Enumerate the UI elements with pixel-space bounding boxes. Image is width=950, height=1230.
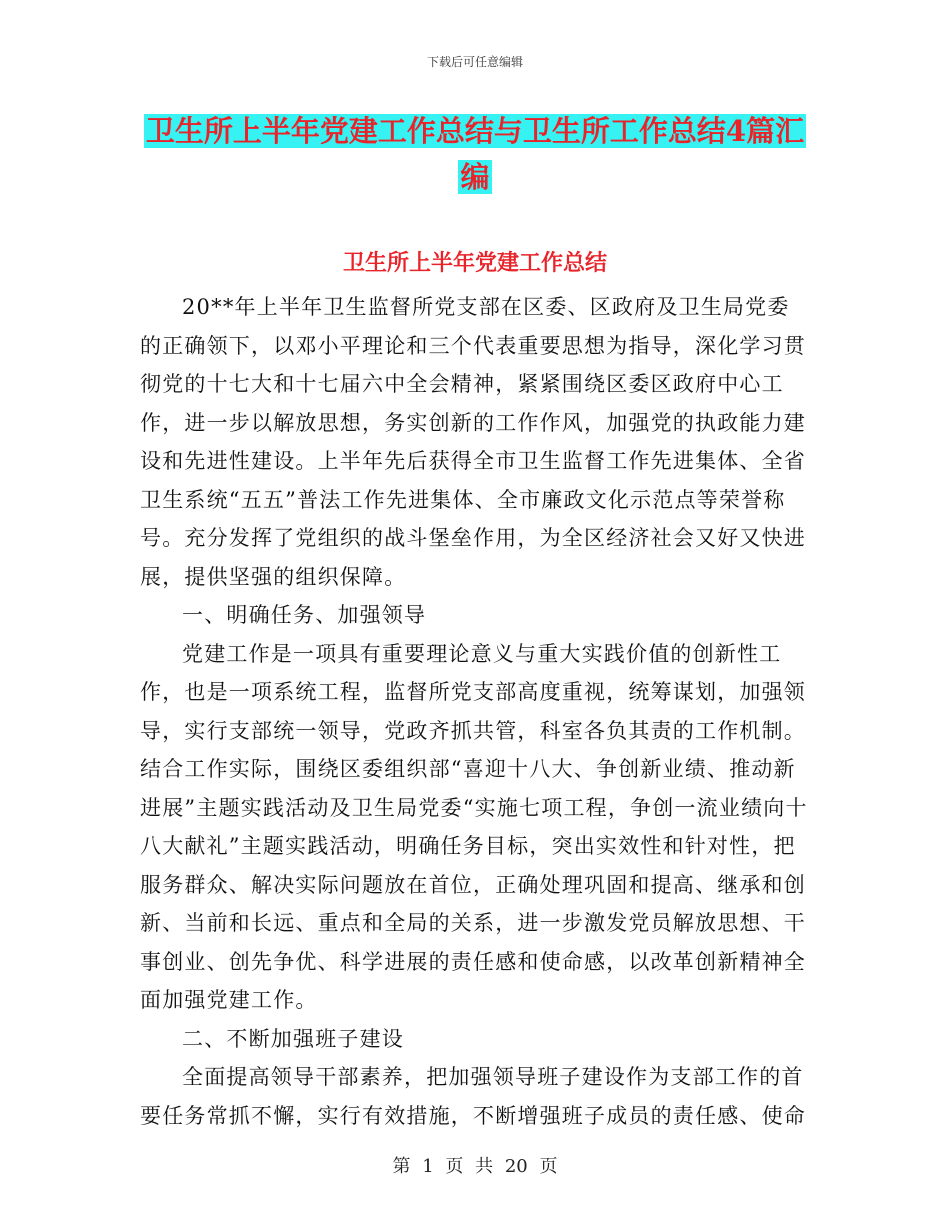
paragraph: 党建工作是一项具有重要理论意义与重大实践价值的创新性工作，也是一项系统工程，监督所党支部高度重视，统筹谋划，加强领导，实行支部统一领导，党政齐抓共管，科室各负其责的工作机制。结合工作实际，围绕区委组织部“喜迎十八大、争创新业绩、推动新进展”主题实践活动及卫生局党委“实施七项工程，争创一流业绩向十八大献礼”主题实践活动，明确任务目标，突出实效性和针对性，把服务群众、解决实际问题放在首位，正确处理巩固和提高、继承和创新、当前和长远、重点和全局的关系，进一步激发党员解放思想、干事创业、创先争优、科学进展的责任感和使命感，以改革创新精神全面加强党建工作。 (140, 641, 808, 1012)
document-title (140, 108, 810, 200)
document-title-line-1: 卫生所上半年党建工作总结与卫生所工作总结4篇汇 (145, 114, 805, 148)
document-title-line-2: 编 (460, 160, 490, 194)
paragraph: 全面提高领导干部素养，把加强领导班子建设作为支部工作的首要任务常抓不懈，实行有效措施，不断增强班子成员的责任感、使命 (140, 1065, 806, 1128)
section-title: 卫生所上半年党建工作总结 (342, 250, 607, 276)
section-heading: 一、明确任务、加强领导 (182, 603, 427, 627)
body-text (140, 288, 810, 1135)
section-heading: 二、不断加强班子建设 (182, 1026, 404, 1051)
paragraph: 20**年上半年卫生监督所党支部在区委、区政府及卫生局党委的正确领下，以邓小平理论和三个代表重要思想为指导，深化学习贯彻党的十七大和十七届六中全会精神，紧紧围绕区委区政府中心工作，进一步以解放思想，务实创新的工作作风，加强党的执政能力建设和先进性建设。上半年先后获得全市卫生监督工作先进集体、全省卫生系统“五五”普法工作先进集体、全市廉政文化示范点等荣誉称号。充分发挥了党组织的战斗堡垒作用，为全区经济社会又好又快进展，提供坚强的组织保障。 (140, 295, 806, 589)
page-footer: 第 1 页 共 20 页 (392, 1156, 558, 1177)
header-note: 下载后可任意编辑 (426, 55, 523, 69)
